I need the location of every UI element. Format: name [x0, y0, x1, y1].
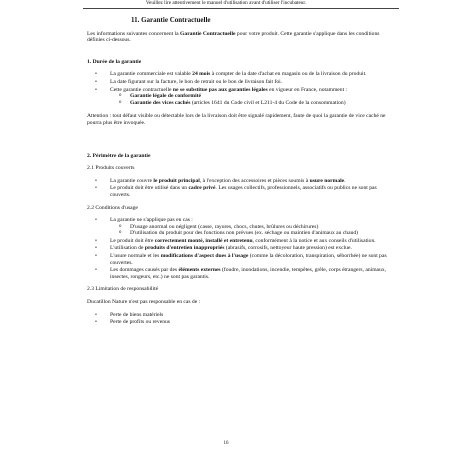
- list-bold: usure normale: [309, 177, 345, 184]
- intro-text-rest: pour votre produit. Cette garantie s'applique dans les conditions définies ci-dessous.: [87, 30, 380, 44]
- list-text: , à l'exception des accessoires et pièces soumis à: [199, 177, 310, 184]
- list-bold: produits d'entretien inappropriés: [144, 245, 225, 252]
- intro-text: Les informations suivantes concernent la: [87, 30, 181, 37]
- list-bold: ne se substitue pas aux garanties légales: [172, 86, 268, 93]
- list-text: La garantie couvre: [110, 177, 154, 184]
- attention-note: Attention : tout défaut visible ou détectable lors de la livraison doit être signalé rapidement, faute de quoi la garantie de vice caché ne pourra plus être invoquée.: [87, 113, 386, 126]
- list-text: La garantie commerciale est valable: [110, 71, 193, 78]
- list-bold: Garantie des vices cachés: [130, 99, 191, 106]
- list-item: [87, 79, 387, 86]
- list-text: .: [344, 177, 346, 184]
- list-text: , conformément à la notice et aux conseils d'utilisation.: [252, 237, 376, 244]
- subheading-conditions: 2.2 Conditions d'usage: [87, 204, 138, 211]
- list-text: en vigueur en France, notamment :: [267, 86, 348, 93]
- subheading-produits: 2.1 Produits couverts: [87, 165, 135, 172]
- sublist-item: [110, 100, 387, 107]
- list-text: (articles 1641 du Code civil et L211-4 du Code de la consommation): [190, 99, 346, 106]
- list-item: [87, 238, 387, 245]
- list-text: Cette garantie contractuelle: [110, 86, 173, 93]
- list-text: Le produit doit être utilisé dans un: [110, 185, 189, 192]
- list-item: [87, 87, 387, 107]
- intro-bold: Garantie Contractuelle: [180, 30, 236, 37]
- list-bold: modifications d'aspect dues à l'usage: [160, 253, 249, 260]
- list-item: [87, 71, 387, 78]
- list-text: L'utilisation de: [110, 245, 145, 252]
- list-item: • Perte de profits ou revenus: [87, 319, 387, 326]
- list-text: (foudre, inondations, incendie, tempêtes, grêle, corps étrangers, animaux, insectes, rongeurs, etc.) ne sont pas garantis.: [110, 267, 387, 280]
- subheading-limitation: 2.3 Limitation de responsabilité: [87, 286, 159, 293]
- sublist-item: o D'utilisation du produit pour des fonctions non prévues (ex. séchage ou maintien d'animaux au chaud): [110, 230, 387, 237]
- list-item: [87, 217, 387, 237]
- list-bold: Garantie légale de conformité: [130, 93, 201, 100]
- list-bold: cadre privé: [188, 185, 216, 192]
- list-item: [87, 178, 387, 185]
- document-content: [87, 13, 387, 327]
- list-bold: 24 mois: [192, 71, 211, 78]
- page-number: 16: [223, 441, 229, 446]
- list-text: (abrasifs, corrosifs, nettoyeur haute pression) est exclue.: [224, 245, 352, 252]
- intro-paragraph: [87, 31, 387, 44]
- heading-duree: 1. Durée de la garantie: [87, 58, 142, 65]
- list-text: L'usure normale et les: [110, 253, 161, 260]
- duree-list: [87, 71, 387, 106]
- sublist-item: o D'usage anormal ou négligent (casse, rayures, chocs, chutes, brûlures ou déchirures): [110, 224, 387, 231]
- list-text: Le produit doit être: [110, 237, 155, 244]
- list-item: [87, 245, 387, 252]
- list-item: [87, 185, 387, 198]
- list-item: • Perte de biens matériels: [87, 312, 387, 319]
- section-title: 11. Garantie Contractuelle: [131, 16, 211, 24]
- limitation-list: [87, 312, 387, 326]
- list-text: La date figurant sur la facture, le bon de retrait ou le bon de livraison fait foi.: [110, 78, 283, 85]
- header-note: Veuillez lire attentivement le manuel d'utilisation avant d'utiliser l'incubateur.: [145, 0, 307, 6]
- header-divider: [83, 8, 399, 9]
- list-bold: correctement monté, installé et entretenu: [154, 237, 253, 244]
- list-text: . Les usages collectifs, professionnels, associatifs ou publics ne sont pas couverts.: [110, 185, 377, 198]
- conditions-list: [87, 217, 387, 280]
- heading-perimetre: 2. Périmètre de la garantie: [87, 152, 151, 159]
- list-text: (comme la décoloration, transpiration, séborrhée) ne sont pas couvertes.: [110, 253, 387, 266]
- list-bold: éléments externes: [178, 267, 221, 274]
- list-text: à compter de la date d'achat en magasin ou de la livraison du produit.: [210, 71, 367, 78]
- list-text: La garantie ne s'applique pas en cas :: [110, 217, 193, 224]
- exclusions-sublist: [110, 224, 387, 237]
- list-item: [87, 267, 387, 280]
- list-item: [87, 253, 387, 266]
- sublist-item: [110, 93, 387, 100]
- limitation-paragraph: Ducatillon Nature n'est pas responsable en cas de :: [87, 299, 201, 306]
- legal-guarantees-list: [110, 93, 387, 106]
- list-text: Les dommages causés par des: [110, 267, 179, 274]
- produits-list: [87, 178, 387, 199]
- list-bold: le produit principal: [153, 177, 200, 184]
